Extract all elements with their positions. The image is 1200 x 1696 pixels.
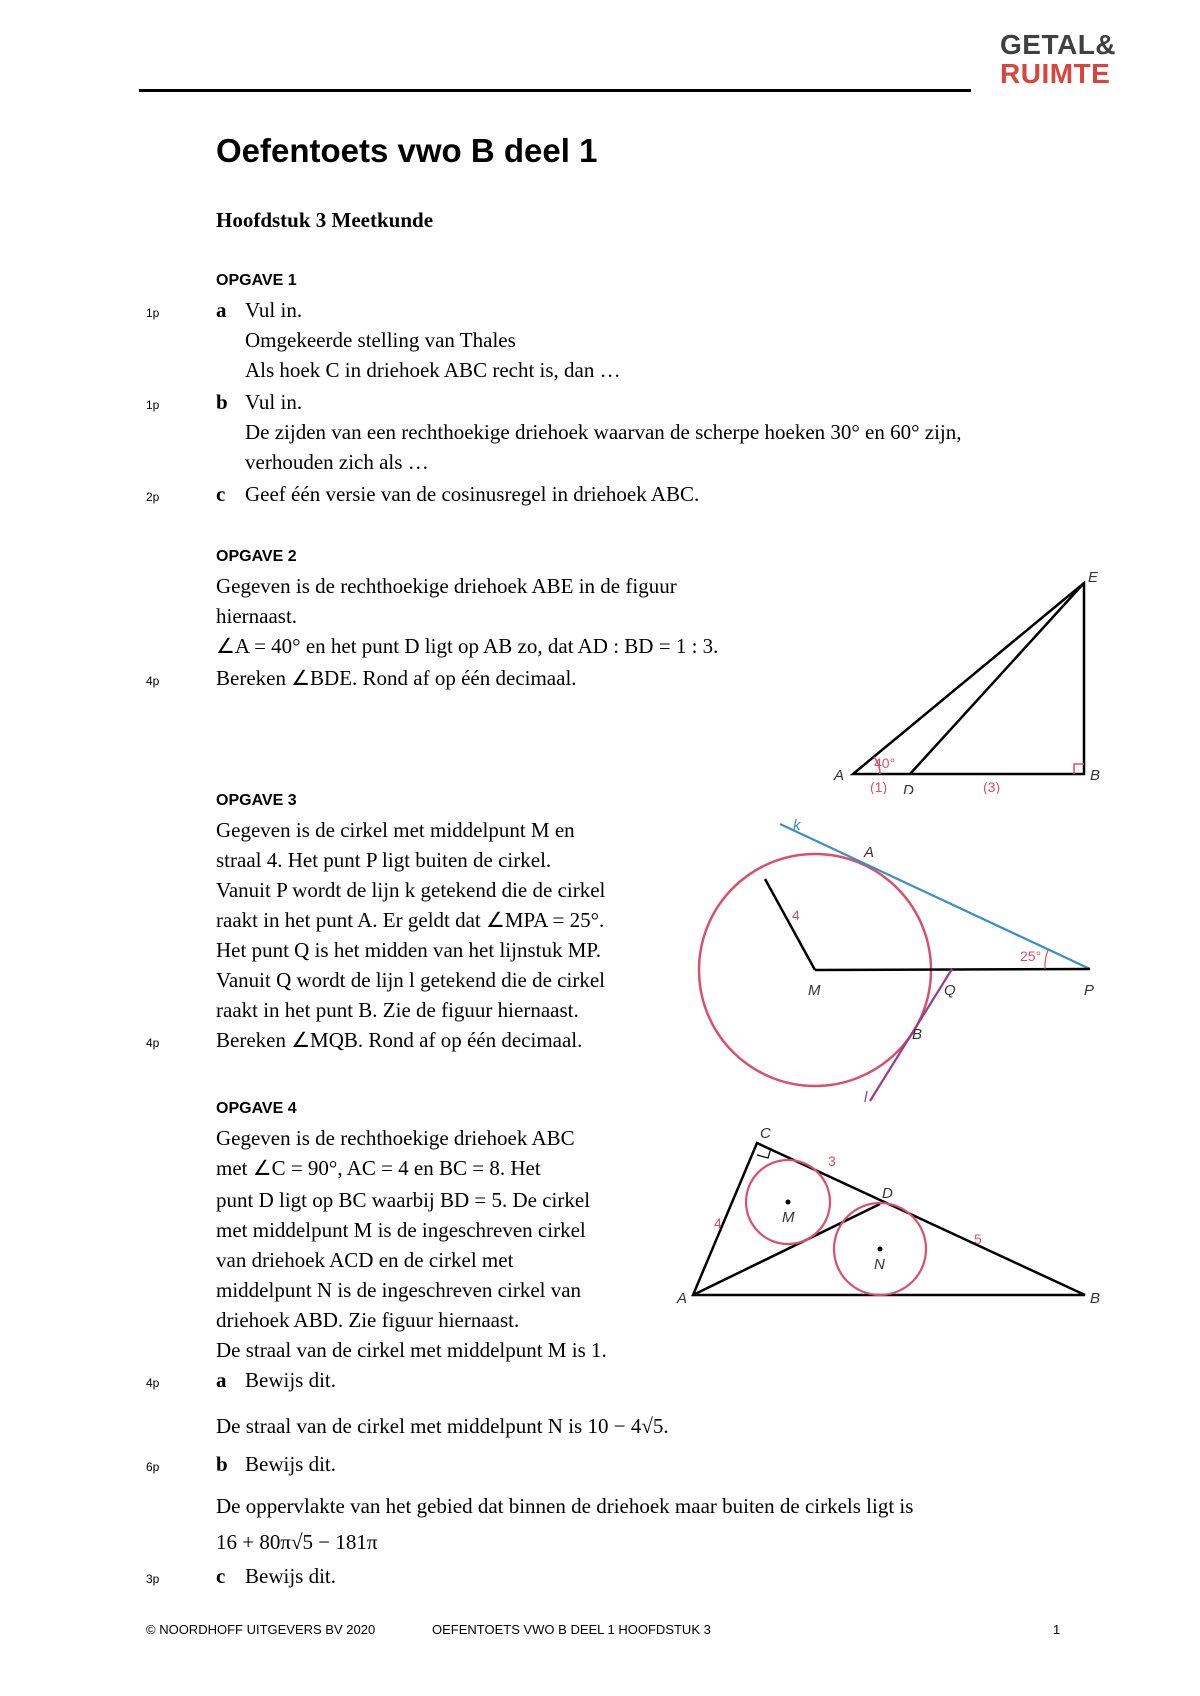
center-N <box>878 1247 883 1252</box>
opgave-4-line-1: Gegeven is de rechthoekige driehoek ABC <box>216 1126 575 1150</box>
letter-4a: a <box>216 1368 227 1392</box>
ratio-label-left: (1) <box>870 779 888 794</box>
opgave-4-line-8: De straal van de cirkel met middelpunt M is 1. <box>216 1338 607 1362</box>
label-l: l <box>864 1089 868 1106</box>
header-rule <box>139 89 971 92</box>
label-C: C <box>760 1125 771 1142</box>
opgave-4a: a Bewijs dit. <box>216 1368 337 1392</box>
opgave-4c: c Bewijs dit. <box>216 1564 337 1588</box>
opgave-2-line-1: Gegeven is de rechthoekige driehoek ABE in de figuur <box>216 574 677 598</box>
label-A: A <box>864 844 875 861</box>
segment-DE <box>910 583 1084 774</box>
opgave-4-line-4: met middelpunt M is de ingeschreven cirkel <box>216 1218 586 1242</box>
letter-1c: c <box>216 482 226 506</box>
letter-4b: b <box>216 1452 228 1476</box>
opgave-1b-line-3: verhouden zich als … <box>245 450 429 474</box>
opgave-3-line-3: Vanuit P wordt de lijn k getekend die de cirkel <box>216 878 606 902</box>
figure-opgave-3 <box>690 812 1110 1112</box>
points-2: 4p <box>146 674 160 688</box>
label-B: B <box>912 1026 923 1043</box>
opgave-4-line-7: driehoek ABD. Zie figuur hiernaast. <box>216 1308 520 1332</box>
points-4c: 3p <box>146 1572 160 1586</box>
center-M <box>786 1200 791 1205</box>
unused <box>870 816 1090 969</box>
points-4b: 6p <box>146 1460 160 1474</box>
triangle-ABC <box>693 1143 1085 1295</box>
label-D: D <box>882 1185 893 1202</box>
points-1c: 2p <box>146 490 160 504</box>
publisher-logo <box>1000 30 1116 88</box>
label-N: N <box>874 1256 885 1273</box>
opgave-3-line-7: raakt in het punt B. Zie de figuur hiernaast. <box>216 998 579 1022</box>
opgave-1c-line-1: c Geef één versie van de cosinusregel in driehoek ABC. <box>216 482 700 506</box>
figure-opgave-4 <box>670 1118 1100 1318</box>
opgave-4b: b Bewijs dit. <box>216 1452 337 1476</box>
opgave-1b-line-1: b Vul in. <box>216 390 303 414</box>
label-B: B <box>1090 1290 1100 1307</box>
opgave-4-line-3: punt D ligt op BC waarbij BD = 5. De cirkel <box>216 1188 591 1212</box>
opgave-3-line-4: raakt in het punt A. Er geldt dat ∠MPA = 25°. <box>216 908 605 932</box>
opgave-4-line-5: van driehoek ACD en de cirkel met <box>216 1248 514 1272</box>
opgave-4-statement-3-line-2: 16 + 80π√5 − 181π <box>216 1530 378 1554</box>
ratio-label-right: (3) <box>983 779 1001 794</box>
opgave-4-line-2: met ∠C = 90°, AC = 4 en BC = 8. Het <box>216 1156 541 1180</box>
opgave-3-line-2: straal 4. Het punt P ligt buiten de cirkel. <box>216 848 552 872</box>
angle-arc-P <box>1045 950 1048 969</box>
side-label-DB: 5 <box>974 1231 982 1247</box>
triangle-ABE <box>853 583 1084 774</box>
angle-label-40: 40° <box>874 755 896 771</box>
footer-document-title: OEFENTOETS VWO B DEEL 1 HOOFDSTUK 3 <box>432 1622 711 1637</box>
figure-opgave-2 <box>820 568 1100 794</box>
label-A: A <box>834 767 845 784</box>
opgave-1a-line-1: a Vul in. <box>216 298 303 322</box>
side-label-AC: 4 <box>714 1215 722 1231</box>
opgave-2-line-3: ∠A = 40° en het punt D ligt op AB zo, dat AD : BD = 1 : 3. <box>216 634 719 658</box>
label-M: M <box>782 1209 795 1226</box>
opgave-3-line-6: Vanuit Q wordt de lijn l getekend die de cirkel <box>216 968 605 992</box>
opgave-3-line-1: Gegeven is de cirkel met middelpunt M en <box>216 818 575 842</box>
label-B: B <box>1090 767 1100 784</box>
footer-copyright: © NOORDHOFF UITGEVERS BV 2020 <box>146 1622 376 1637</box>
opgave-3-heading: OPGAVE 3 <box>216 792 297 809</box>
points-4a: 4p <box>146 1376 160 1390</box>
tangent-line-l <box>870 969 952 1101</box>
opgave-1b-line-2: De zijden van een rechthoekige driehoek waarvan de scherpe hoeken 30° en 60° zijn, <box>245 420 962 444</box>
points-3: 4p <box>146 1036 160 1050</box>
tangent-line-k <box>780 824 1090 969</box>
opgave-2-heading: OPGAVE 2 <box>216 548 297 565</box>
footer-page-number: 1 <box>1053 1622 1061 1637</box>
opgave-2-line-2: hiernaast. <box>216 604 298 628</box>
opgave-3-question: Bereken ∠MQB. Rond af op één decimaal. <box>216 1028 583 1052</box>
letter-1a: a <box>216 298 227 322</box>
side-label-CD: 3 <box>828 1153 836 1169</box>
opgave-1a-line-3: Als hoek C in driehoek ABC recht is, dan … <box>245 358 621 382</box>
label-E: E <box>1088 569 1099 586</box>
opgave-3-line-5: Het punt Q is het midden van het lijnstuk MP. <box>216 938 601 962</box>
right-angle-marker <box>1074 764 1084 774</box>
label-k: k <box>793 817 801 834</box>
letter-1b: b <box>216 390 228 414</box>
opgave-4-heading: OPGAVE 4 <box>216 1100 297 1117</box>
points-1b: 1p <box>146 398 160 412</box>
opgave-4-statement-2: De straal van de cirkel met middelpunt N is 10 − 4√5. <box>216 1414 669 1438</box>
label-P: P <box>1084 982 1095 999</box>
logo-line-1: GETAL& <box>1000 29 1117 60</box>
opgave-4-statement-3-line-1: De oppervlakte van het gebied dat binnen de driehoek maar buiten de cirkels ligt is <box>216 1494 914 1518</box>
label-M: M <box>808 982 821 999</box>
letter-4c: c <box>216 1564 226 1588</box>
angle-label-25: 25° <box>1020 948 1042 964</box>
radius-label-4: 4 <box>792 907 800 923</box>
label-A: A <box>677 1290 688 1307</box>
page-title: Oefentoets vwo B deel 1 <box>216 132 598 169</box>
label-D: D <box>903 782 914 794</box>
opgave-2-question: Bereken ∠BDE. Rond af op één decimaal. <box>216 666 577 690</box>
label-Q: Q <box>944 982 956 999</box>
logo-line-2: RUIMTE <box>1000 58 1111 89</box>
opgave-4-line-6: middelpunt N is de ingeschreven cirkel van <box>216 1278 582 1302</box>
opgave-1-heading: OPGAVE 1 <box>216 272 297 289</box>
radius-MA <box>765 879 815 970</box>
points-1a: 1p <box>146 306 160 320</box>
chapter-heading: Hoofdstuk 3 Meetkunde <box>216 208 434 232</box>
opgave-1a-line-2: Omgekeerde stelling van Thales <box>245 328 516 352</box>
